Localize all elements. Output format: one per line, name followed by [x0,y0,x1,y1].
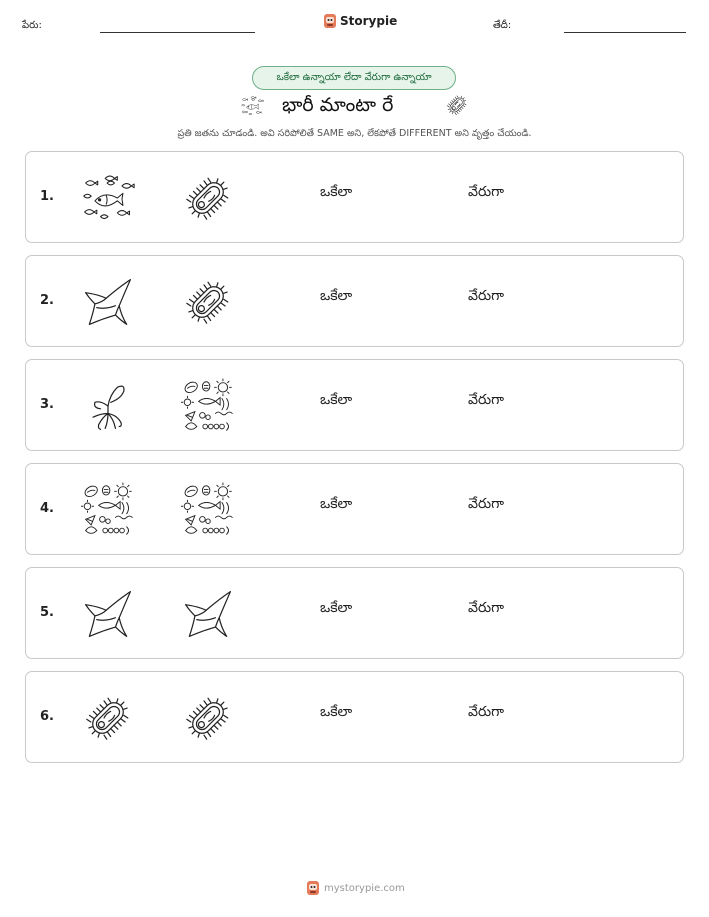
different-option[interactable]: వేరుగా [468,600,504,616]
question-number: 1. [40,189,54,204]
subtitle-text: ఒకేలా ఉన్నాయా లేదా వేరుగా ఉన్నాయా [276,72,432,83]
question-row-6 [25,671,684,763]
bacterium-icon [444,92,470,118]
question-number: 3. [40,397,54,412]
same-option[interactable]: ఒకేలా [320,600,353,616]
question-number: 4. [40,501,54,516]
manta-ray-icon [78,586,138,642]
question-number: 2. [40,293,54,308]
same-option[interactable]: ఒకేలా [320,184,353,200]
question-row-5 [25,567,684,659]
plankton-cluster-icon [78,482,138,538]
name-label: పేరు: [22,20,42,31]
brand-logo [323,13,397,29]
same-option[interactable]: ఒకేలా [320,704,353,720]
plankton-cluster-icon [178,378,238,434]
question-row-1 [25,151,684,243]
storypie-mascot-icon [306,880,320,896]
question-number: 5. [40,605,54,620]
sea-plant-icon [78,378,138,434]
different-option[interactable]: వేరుగా [468,288,504,304]
footer [306,880,405,896]
fish-school-icon [78,170,138,226]
fish-school-icon [236,94,268,118]
worksheet-header [0,0,709,40]
date-field-line[interactable] [564,32,686,33]
bacterium-icon [178,690,238,746]
instructions: ప్రతి జతను చూడండి. అవి సరిపోలితే SAME అని, లేకపోతే DIFFERENT అని వృత్తం చేయండి. [177,128,532,139]
different-option[interactable]: వేరుగా [468,392,504,408]
page-title: భారీ మాంటా రే [282,94,394,116]
bacterium-icon [78,690,138,746]
question-row-2 [25,255,684,347]
brand-name: Storypie [340,14,398,28]
question-row-4 [25,463,684,555]
different-option[interactable]: వేరుగా [468,704,504,720]
same-option[interactable]: ఒకేలా [320,496,353,512]
same-option[interactable]: ఒకేలా [320,288,353,304]
name-field-line[interactable] [100,32,255,33]
manta-ray-icon [78,274,138,330]
question-row-3 [25,359,684,451]
footer-url[interactable]: mystorypie.com [324,882,405,894]
different-option[interactable]: వేరుగా [468,496,504,512]
date-label: తేదీ: [493,20,512,31]
bacterium-icon [178,274,238,330]
question-number: 6. [40,709,54,724]
manta-ray-icon [178,586,238,642]
different-option[interactable]: వేరుగా [468,184,504,200]
same-option[interactable]: ఒకేలా [320,392,353,408]
plankton-cluster-icon [178,482,238,538]
subtitle-pill [252,66,456,90]
bacterium-icon [178,170,238,226]
title-row [0,92,709,122]
storypie-mascot-icon [323,13,337,29]
